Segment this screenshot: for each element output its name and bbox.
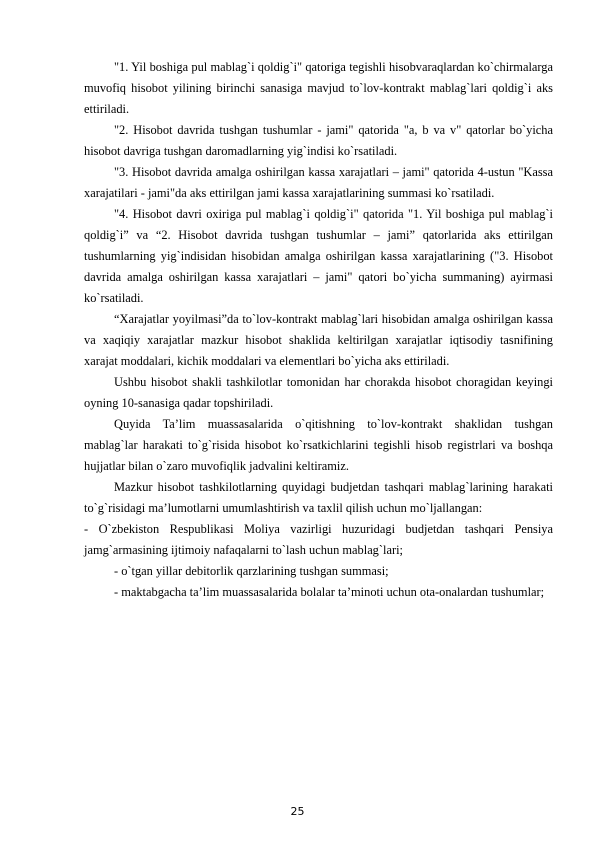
list-item-pension-fund: - O`zbekiston Respublikasi Moliya vazirligi huzuridagi budjetdan tashqari Pensiya jamg`armasining ijtimoiy nafaqalarni to`lash uchun mablag`lari; [84, 522, 553, 557]
paragraph-reconciliation-table: Quyida Ta’lim muassasalarida o`qitishning to`lov-kontrakt shaklidan tushgan mablag`lar harakati to`g`risida hisobot ko`rsatkichlarini tegishli hisob registrlari va boshqa hujjatlar bilan o`zaro muvofiqlik jadvalini keltiramiz. [84, 417, 553, 473]
page-number: 25 [290, 805, 305, 818]
paragraph-row2-receipts: "2. Hisobot davrida tushgan tushumlar - jami" qatorida "a, b va v" qatorlar bo`yicha hisobot davriga tushgan daromadlarning yig`indisi ko`rsatiladi. [84, 123, 553, 158]
list-item-receivables: - o`tgan yillar debitorlik qarzlarining tushgan summasi; [114, 564, 389, 578]
document-page [84, 57, 553, 603]
list-item-preschool-receipts: - maktabgacha ta’lim muassasalarida bolalar ta’minoti uchun ota-onalardan tushumlar; [114, 585, 545, 599]
paragraph-expense-breakdown: “Xarajatlar yoyilmasi”da to`lov-kontrakt mablag`lari hisobidan amalga oshirilgan kassa va xaqiqiy xarajatlar mazkur hisobot shaklida keltirilgan xarajatlar iqtisodiy tasnifining xarajat moddalari, kichik moddalari va elementlari bo`yicha aks ettiriladi. [84, 312, 553, 368]
paragraph-row4-end-balance: "4. Hisobot davri oxiriga pul mablag`i qoldig`i" qatorida "1. Yil boshiga pul mablag`i qoldig`i” va “2. Hisobot davrida tushgan tushumlar – jami” qatorlarida aks ettirilgan tushumlarning yig`indisidan hisobidan amalga oshirilgan kassa xarajatlarining ("3. Hisobot davrida amalga oshirilgan kassa xarajatlari – jami" qatori bo`yicha summaning) ayirmasi ko`rsatiladi. [84, 207, 553, 305]
paragraph-submission-deadline: Ushbu hisobot shakli tashkilotlar tomonidan har chorakda hisobot choragidan keyingi oyning 10-sanasiga qadar topshiriladi. [84, 375, 553, 410]
paragraph-row3-cash-expenses: "3. Hisobot davrida amalga oshirilgan kassa xarajatlari – jami" qatorida 4-ustun "Kassa xarajatilari - jami"da aks ettirilgan jami kassa xarajatlarining summasi ko`rsatiladi. [84, 165, 553, 200]
paragraph-row1-balance: "1. Yil boshiga pul mablag`i qoldig`i" qatoriga tegishli hisobvaraqlardan ko`chirmalarga muvofiq hisobot yilining birinchi sanasiga mavjud to`lov-kontrakt mablag`lari qoldig`i aks ettiriladi. [84, 60, 553, 116]
paragraph-report-purpose: Mazkur hisobot tashkilotlarning quyidagi budjetdan tashqari mablag`larining harakati to`g`risidagi ma’lumotlarni umumlashtirish va taxlil qilish uchun mo`ljallangan: [84, 480, 553, 515]
